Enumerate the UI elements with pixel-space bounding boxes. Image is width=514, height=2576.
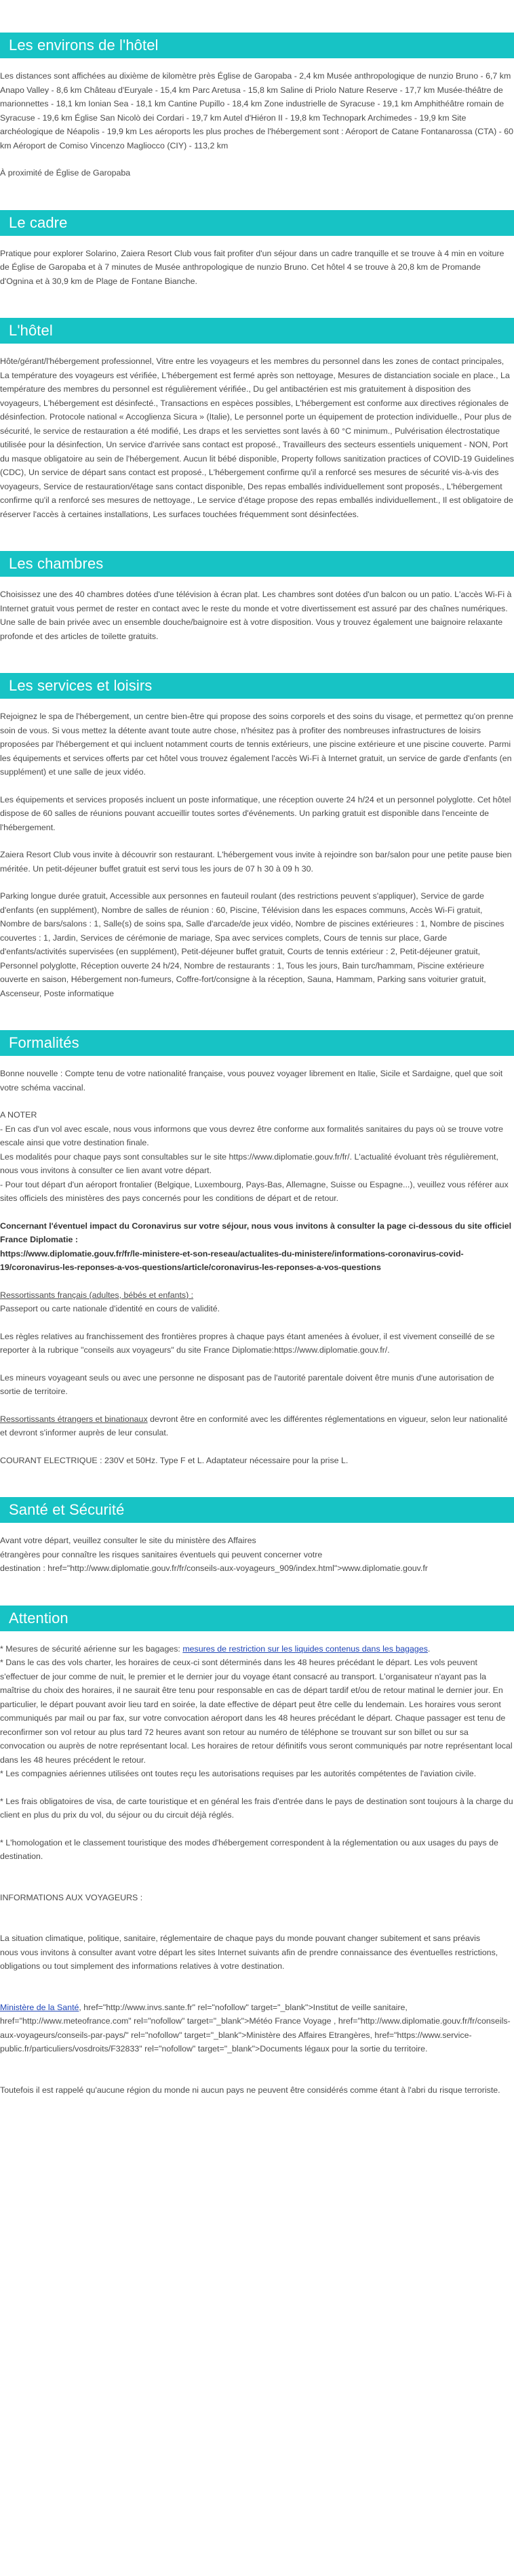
paragraph: Les distances sont affichées au dixième de kilomètre près Église de Garopaba - 2,4 km Musée anthropologique de nunzio Bruno - 6,7 km Anapo Valley - 8,6 km Château d'Euryale - 15,4 km Parc Aretusa - 15,8 km Saline di Priolo Nature Reserve - 17,7 km Musée-théâtre de marionnettes - 18,1 km Ionian Sea - 18,1 km Cantine Pupillo - 18,4 km Zone industrielle de Syracuse - 19,1 km Amphithéâtre romain de Syracuse - 19,6 km Église San Nicolò dei Cordari - 19,7 km Autel d'Hiéron II - 19,8 km Technopark Archimedes - 19,9 km Site archéologique de Néapolis - 19,9 km Les aéroports les plus proches de l'hébergement sont : Aéroport de Catane Fontanarossa (CTA) - 60 km Aéroport de Comiso Vincenzo Magliocco (CIY) - 113,2 km — [0, 71, 514, 150]
paragraph: Bonne nouvelle : Compte tenu de votre nationalité française, vous pouvez voyager librement en Italie, Sicile et Sardaigne, quel que soit votre schéma vaccinal. — [0, 1069, 503, 1092]
section-title: L'hôtel — [0, 318, 514, 344]
paragraph: étrangères pour connaître les risques sanitaires éventuels qui peuvent concerner votre — [0, 1549, 323, 1559]
section-title: Les environs de l'hôtel — [0, 33, 514, 58]
section-chambres — [0, 551, 514, 643]
section-body — [0, 1534, 514, 1576]
paragraph — [0, 1412, 514, 1440]
section-title: Les chambres — [0, 551, 514, 577]
section-title: Santé et Sécurité — [0, 1497, 514, 1523]
section-cadre — [0, 210, 514, 289]
section-hotel — [0, 318, 514, 521]
section-title: Le cadre — [0, 210, 514, 236]
section-body — [0, 247, 514, 289]
paragraph: Choisissez une des 40 chambres dotées d'une télévision à écran plat. Les chambres sont dotées d'un balcon ou un patio. L'accès Wi-Fi à Internet gratuit vous permet de rester en contact avec le reste du monde et votre divertissement est assuré par des chaînes numériques. Une salle de bain privée avec un ensemble douche/baignoire est à votre disposition. Vous y trouvez également une baignoire relaxante profonde et des articles de toilette gratuits. — [0, 590, 512, 641]
section-body — [0, 710, 514, 1000]
inline-text: * Mesures de sécurité aérienne sur les bagages: — [0, 1643, 183, 1654]
paragraph-bold-link: https://www.diplomatie.gouv.fr/fr/le-ministere-et-son-reseau/actualites-du-ministere/informations-coronavirus-covid-19/coronavirus-les-reponses-a-vos-questions/article/coronavirus-les-reponses-a-vos-questions — [0, 1248, 464, 1272]
paragraph-bold: Concernant l'éventuel impact du Coronavirus sur votre séjour, nous vous invitons à consulter la page ci-dessous du site officiel France Diplomatie : — [0, 1221, 512, 1244]
paragraph: Zaiera Resort Club vous invite à découvrir son restaurant. L'hébergement vous invite à rejoindre son bar/salon pour une petite pause bien méritée. Un petit-déjeuner buffet gratuit est servi tous les jours de 07 h 30 à 09 h 30. — [0, 850, 512, 874]
paragraph: * Les frais obligatoires de visa, de carte touristique et en général les frais d'entrée dans le pays de destination sont toujours à la charge du client en plus du prix du vol, du séjour ou du circuit déjà réglés. — [0, 1796, 513, 1820]
paragraph: Passeport ou carte nationale d'identité en cours de validité. — [0, 1304, 220, 1313]
paragraph — [0, 2001, 514, 2056]
paragraph: * L'homologation et le classement touristique des modes d'hébergement correspondent à la réglementation ou aux usages du pays de destination. — [0, 1837, 498, 1861]
paragraph: Les modalités pour chaque pays sont consultables sur le site https://www.diplomatie.gouv.fr/fr/. L'actualité évoluant très régulièrement, nous vous invitons à consulter ce lien avant votre départ. — [0, 1151, 498, 1175]
section-body — [0, 1642, 514, 2098]
paragraph: INFORMATIONS AUX VOYAGEURS : — [0, 1892, 143, 1902]
section-title: Attention — [0, 1606, 514, 1631]
inline-text: . — [427, 1643, 431, 1654]
paragraph: A NOTER — [0, 1110, 37, 1120]
section-body — [0, 1067, 514, 1467]
paragraph — [0, 1642, 514, 1656]
underline-text: Ressortissants étrangers et binationaux — [0, 1414, 148, 1424]
section-attention — [0, 1606, 514, 2098]
paragraph: - En cas d'un vol avec escale, nous vous informons que vous devrez être conforme aux formalités sanitaires du pays où se trouve votre escale ainsi que votre destination finale. — [0, 1124, 504, 1147]
section-services — [0, 673, 514, 1000]
section-sante — [0, 1497, 514, 1576]
paragraph: Parking longue durée gratuit, Accessible aux personnes en fauteuil roulant (des restrictions peuvent s'appliquer), Service de garde d'enfants (en supplément), Nombre de salles de réunion : 60, Piscine, Télévision dans les espaces communs, Accès Wi-Fi gratuit, Nombre de bars/salons : 1, Salle(s) de soins spa, Salle d'arcade/de jeux vidéo, Nombre de piscines extérieures : 1, Nombre de piscines couvertes : 1, Jardin, Services de cérémonie de mariage, Spa avec services complets, Cours de tennis sur place, Garde d'enfants/activités supervisées (en supplément), Petit-déjeuner buffet gratuit, Courts de tennis extérieur : 2, Petit-déjeuner gratuit, Personnel polyglotte, Réception ouverte 24 h/24, Nombre de restaurants : 1, Tous les jours, Bain turc/hammam, Piscine extérieure ouverte en saison, Hébergement non-fumeurs, Coffre-fort/consigne à la réception, Sauna, Hammam, Parking sans voiturier gratuit, Ascenseur, Poste informatique — [0, 891, 505, 998]
paragraph: Les équipements et services proposés incluent un poste informatique, une réception ouverte 24 h/24 et un personnel polyglotte. Cet hôtel dispose de 60 salles de réunions pouvant accueillir toutes sortes d'événements. Un parking gratuit est disponible dans l'enceinte de l'hébergement. — [0, 794, 511, 832]
section-title: Les services et loisirs — [0, 673, 514, 699]
paragraph: * Dans le cas des vols charter, les horaires de ceux-ci sont déterminés dans les 48 heures précédant le départ. Les vols peuvent s'effectuer de jour comme de nuit, le premier et le dernier jour du voyage étant consacré au transport. L'organisateur n'ayant pas la maîtrise du choix des horaires, il ne saurait être tenu pour responsable en cas de départ tardif et/ou de retour matinal le dernier jour. En particulier, le départ pouvant avoir lieu tard en soirée, la date effective de départ peut être celle du lendemain. Les horaires vous seront communiqués par mail ou par fax, sur votre convocation aéroport dans les 48 heures précédant le départ. Chaque passager est tenu de reconfirmer son vol retour au plus tard 72 heures avant son retour au numéro de téléphone se trouvant sur son billet ou sur sa convocation ou auprès de notre représentant local. Les horaires de retour définitifs vous seront communiqués par notre représentant local dans les 48 heures précédent le retour. — [0, 1658, 513, 1765]
liquids-restriction-link[interactable]: mesures de restriction sur les liquides contenus dans les bagages — [182, 1643, 428, 1654]
paragraph: Toutefois il est rappelé qu'aucune région du monde ni aucun pays ne peuvent être considérés comme étant à l'abri du risque terroriste. — [0, 2085, 500, 2095]
paragraph: Avant votre départ, veuillez consulter le site du ministère des Affaires — [0, 1536, 256, 1545]
inline-text: , href="http://www.invs.sante.fr" rel="nofollow" target="_blank">Institut de veille sanitaire, href="http://www.meteofrance.com" rel="nofollow" target="_blank">Météo France Voyage , href="http://www.diplomatie.gouv.fr/fr/conseils-aux-voyageurs/conseils-par-pays/" rel="nofollow" target="_blank">Ministère des Affaires Etrangères, href="https://www.service-public.fr/particuliers/vosdroits/F32833" rel="nofollow" target="_blank">Documents légaux pour la sortie du territoire. — [0, 2002, 511, 2053]
paragraph: * Les compagnies aériennes utilisées ont toutes reçu les autorisations requises par les autorités compétentes de l'aviation civile. — [0, 1769, 477, 1778]
paragraph: nous vous invitons à consulter avant votre départ les sites Internet suivants afin de prendre connaissance des éventuelles restrictions, obligations ou tout simplement des informations relatives à votre destination. — [0, 1947, 498, 1971]
section-environs — [0, 33, 514, 180]
section-body — [0, 69, 514, 180]
paragraph: - Pour tout départ d'un aéroport frontalier (Belgique, Luxembourg, Pays-Bas, Allemagne, Suisse ou Espagne...), veuillez vous référer aux sites officiels des ministères des pays concernés pour les conditions de départ et de retour. — [0, 1179, 509, 1203]
paragraph: À proximité de Église de Garopaba — [0, 168, 131, 178]
paragraph: La situation climatique, politique, sanitaire, réglementaire de chaque pays du monde pouvant changer subitement et sans préavis — [0, 1934, 481, 1943]
inline-text: devront être en conformité avec les différentes réglementations en vigueur, selon leur nationalité et devront s'informer auprès de leur consulat. — [0, 1414, 508, 1437]
ministere-sante-link[interactable]: Ministère de la Santé — [0, 2002, 79, 2012]
paragraph-underline: Ressortissants français (adultes, bébés et enfants) : — [0, 1290, 194, 1300]
paragraph: Les règles relatives au franchissement des frontières propres à chaque pays étant amenées à évoluer, il est vivement conseillé de se reporter à la rubrique "conseils aux voyageurs" du site France Diplomatie:https://www.diplomatie.gouv.fr/. — [0, 1331, 495, 1355]
paragraph: destination : href="http://www.diplomatie.gouv.fr/fr/conseils-aux-voyageurs_909/index.html">www.diplomatie.gouv.fr — [0, 1563, 428, 1573]
paragraph: Pratique pour explorer Solarino, Zaiera Resort Club vous fait profiter d'un séjour dans un cadre tranquille et se trouve à 4 min en voiture de Église de Garopaba et à 7 minutes de Musée anthropologique de nunzio Bruno. Cet hôtel 4 se trouve à 20,8 km de Promande d'Ognina et à 30,9 km de Plage de Fontane Bianche. — [0, 248, 505, 286]
section-body — [0, 354, 514, 521]
section-title: Formalités — [0, 1030, 514, 1056]
paragraph: Hôte/gérant/l'hébergement professionnel, Vitre entre les voyageurs et les membres du personnel dans les zones de contact principales, La température des voyageurs est vérifiée, L'hébergement est fermé après son nettoyage, Mesures de distanciation sociale en place., La température des membres du personnel est régulièrement vérifiée., Du gel antibactérien est mis gratuitement à disposition des voyageurs, L'hébergement est désinfecté., Transactions en espèces possibles, L'hébergement est conforme aux directives régionales de désinfection. Protocole national « Accoglienza Sicura » (Italie), Le personnel porte un équipement de protection individuelle., Pour plus de sécurité, le service de restauration a été modifié, Les draps et les serviettes sont lavés à 60 °C minimum., Pulvérisation électrostatique utilisée pour la désinfection, Un service d'arrivée sans contact est proposé., Travailleurs des secteurs essentiels uniquement - NON, Port du masque obligatoire au sein de l'hébergement. Aucun lit bébé disponible, Property follows sanitization practices of COVID-19 Guidelines (CDC), Un service de départ sans contact est proposé., L'hébergement confirme qu'il a renforcé ses mesures de sécurité vis-à-vis des voyageurs, Service de restauration/étage sans contact disponible, Des repas emballés individuellement sont proposés., L'hébergement confirme qu'il a renforcé ses mesures de nettoyage., Le service d'étage propose des repas emballés individuellement., Il est obligatoire de réserver l'accès à certaines installations, Les surfaces touchées fréquemment sont désinfectées. — [0, 356, 514, 519]
paragraph: Les mineurs voyageant seuls ou avec une personne ne disposant pas de l'autorité parentale doivent être munis d'une autorisation de sortie de territoire. — [0, 1372, 494, 1396]
section-formalites — [0, 1030, 514, 1467]
paragraph: COURANT ELECTRIQUE : 230V et 50Hz. Type F et L. Adaptateur nécessaire pour la prise L. — [0, 1455, 349, 1465]
paragraph: Rejoignez le spa de l'hébergement, un centre bien-être qui propose des soins corporels et des soins du visage, et permettez qu'on prenne soin de vous. Si vous mettez la détente avant toute autre chose, n'hésitez pas à profiter des nombreuses infrastructures de loisirs proposées par l'hébergement et qui incluent notamment courts de tennis extérieurs, une piscine extérieure et une piscine couverte. Parmi les équipements et services offerts par cet hôtel vous trouvez également l'accès Wi-Fi à Internet gratuit, un service de garde d'enfants (en supplément) et une salle de jeux vidéo. — [0, 712, 513, 777]
section-body — [0, 588, 514, 643]
